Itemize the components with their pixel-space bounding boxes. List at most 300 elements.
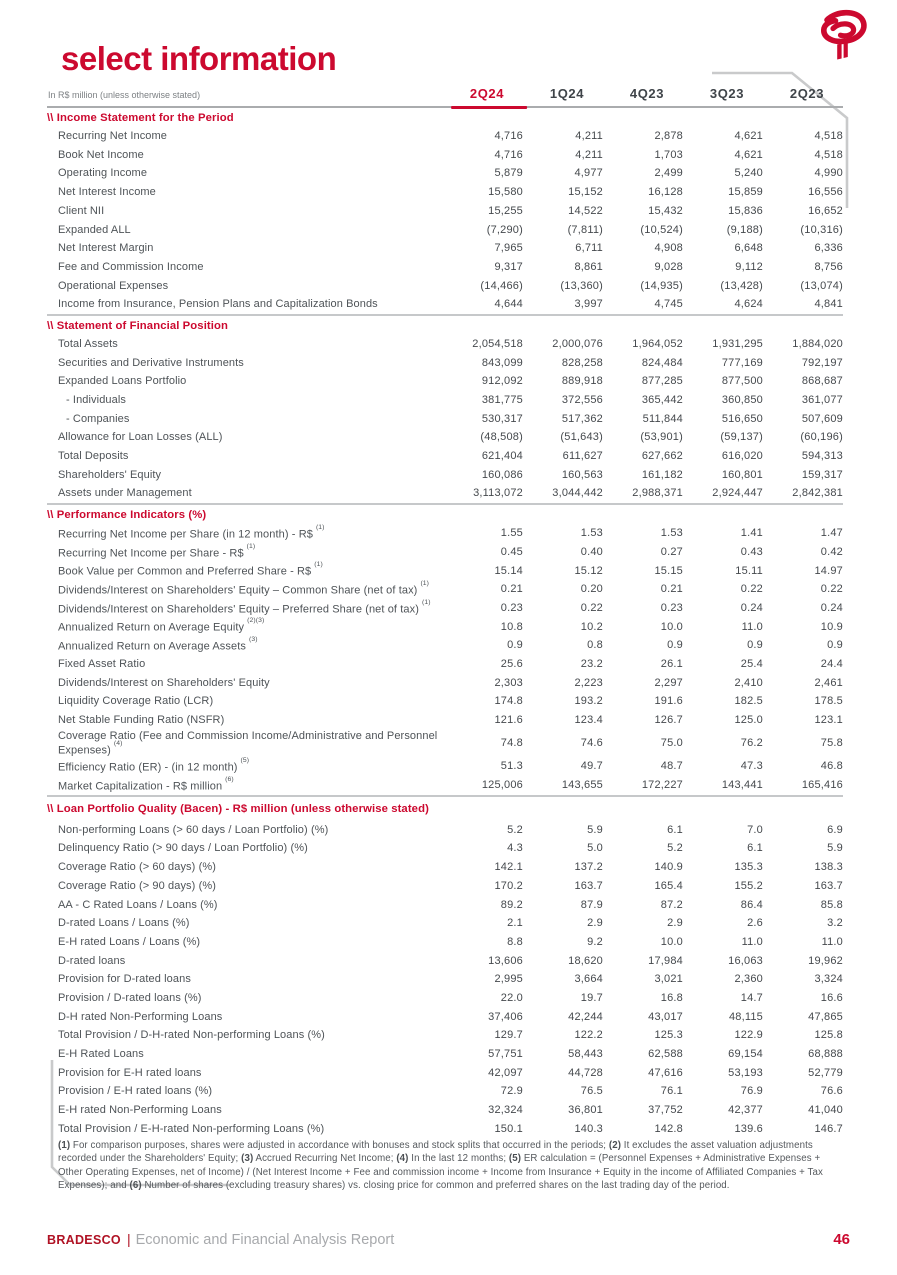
table-header-row xyxy=(47,86,843,108)
cell-4q23: (14,935) xyxy=(640,279,683,292)
row-label: Expanded ALL xyxy=(58,223,131,236)
table-row xyxy=(47,1064,843,1083)
cell-3q23: 360,850 xyxy=(721,394,763,407)
cell-3q23: 47.3 xyxy=(740,760,763,773)
cell-2q23: 41,040 xyxy=(808,1104,843,1117)
table-row xyxy=(47,354,843,373)
cell-1q24: 193.2 xyxy=(574,695,603,708)
cell-1q24: 143,655 xyxy=(561,779,603,792)
cell-3q23: (13,428) xyxy=(720,279,763,292)
cell-2q23: 1.47 xyxy=(820,527,843,540)
cell-4q23: 16.8 xyxy=(660,991,683,1004)
row-label: Securities and Derivative Instruments xyxy=(58,356,244,369)
cell-1q24: 4,211 xyxy=(575,148,603,161)
row-label: D-rated Loans / Loans (%) xyxy=(58,917,190,930)
cell-4q23: 2,499 xyxy=(654,167,683,180)
cell-3q23: 1.41 xyxy=(740,527,763,540)
footnote-number: (2) xyxy=(608,1140,622,1151)
cell-2q24: (7,290) xyxy=(486,223,523,236)
cell-2q24: 74.8 xyxy=(500,737,523,750)
footnote-marker: (1) xyxy=(418,579,430,587)
row-label: E-H Rated Loans xyxy=(58,1048,144,1060)
cell-1q24: 1.53 xyxy=(580,527,603,540)
cell-1q24: 14,522 xyxy=(568,204,603,217)
cell-3q23: 777,169 xyxy=(721,356,763,369)
financial-table xyxy=(47,86,843,1138)
row-label: Expanded Loans Portfolio xyxy=(58,375,187,388)
row-label: Provision for E-H rated loans xyxy=(58,1066,202,1079)
cell-2q23: 0.24 xyxy=(820,601,843,614)
table-row xyxy=(47,1101,843,1120)
cell-3q23: 11.0 xyxy=(741,620,763,633)
cell-3q23: 5,240 xyxy=(734,167,763,180)
cell-2q24: 621,404 xyxy=(481,450,523,463)
cell-1q24: 517,362 xyxy=(561,412,603,425)
cell-2q23: 11.0 xyxy=(821,935,843,948)
cell-2q23: 52,779 xyxy=(808,1066,843,1079)
cell-2q24: 4,716 xyxy=(494,148,523,161)
cell-3q23: 0.22 xyxy=(740,583,763,596)
row-label: Market Capitalization - R$ million $^{(6)}$ xyxy=(58,775,234,793)
table-row xyxy=(47,447,843,466)
page-title: select information xyxy=(61,40,337,77)
cell-1q24: 15.12 xyxy=(574,564,603,577)
cell-2q23: 19,962 xyxy=(808,954,843,967)
table-row xyxy=(47,258,843,277)
cell-2q23: 0.9 xyxy=(827,639,843,652)
table-section xyxy=(47,505,843,797)
row-label: Recurring Net Income per Share - R$ $^{(1)}$ xyxy=(58,542,256,560)
cell-2q23: 4,841 xyxy=(814,298,843,311)
cell-3q23: 135.3 xyxy=(734,861,763,874)
section-title: \\ Performance Indicators (%) xyxy=(47,509,207,522)
cell-2q24: 4,716 xyxy=(494,130,523,143)
cell-1q24: 0.40 xyxy=(580,545,603,558)
footnote-number: (1) xyxy=(58,1140,71,1151)
table-row xyxy=(47,730,843,758)
cell-3q23: 15,859 xyxy=(728,186,763,199)
cell-4q23: 15.15 xyxy=(654,564,683,577)
cell-2q23: 3.2 xyxy=(827,917,843,930)
cell-1q24: 6,711 xyxy=(575,242,603,255)
cell-2q23: 85.8 xyxy=(820,898,843,911)
cell-1q24: 2,000,076 xyxy=(552,337,603,350)
column-header-2q23: 2Q23 xyxy=(789,86,825,101)
cell-4q23: 165.4 xyxy=(654,879,683,892)
row-label: Annualized Return on Average Equity $^{(2)(3)}$ xyxy=(58,617,265,634)
table-row xyxy=(47,183,843,202)
table-row xyxy=(47,277,843,296)
table-row xyxy=(47,933,843,952)
cell-2q24: 2,054,518 xyxy=(472,337,523,350)
row-label: - Individuals xyxy=(66,394,126,407)
cell-1q24: 3,664 xyxy=(574,973,603,986)
cell-3q23: 0.24 xyxy=(740,601,763,614)
table-row xyxy=(47,877,843,896)
cell-1q24: 828,258 xyxy=(561,356,603,369)
cell-2q23: 507,609 xyxy=(801,412,843,425)
cell-2q23: 123.1 xyxy=(814,714,843,727)
cell-2q24: 37,406 xyxy=(488,1010,523,1023)
cell-1q24: 74.6 xyxy=(580,737,603,750)
cell-2q23: 8,756 xyxy=(814,260,843,273)
footnote-number: (6) xyxy=(129,1180,142,1192)
cell-1q24: 5.0 xyxy=(587,842,603,855)
cell-3q23: 1,931,295 xyxy=(712,337,763,350)
cell-2q23: 159,317 xyxy=(801,468,843,481)
cell-2q24: 89.2 xyxy=(500,898,523,911)
cell-4q23: 43,017 xyxy=(648,1010,683,1023)
cell-2q24: 150.1 xyxy=(494,1122,523,1135)
cell-4q23: 9,028 xyxy=(654,260,683,273)
cell-3q23: 4,621 xyxy=(734,130,763,143)
cell-2q23: 6.9 xyxy=(827,823,843,836)
cell-2q24: 121.6 xyxy=(494,714,523,727)
table-row xyxy=(47,372,843,391)
cell-2q24: 1.55 xyxy=(500,527,523,540)
cell-2q23: 594,313 xyxy=(801,450,843,463)
table-row xyxy=(47,895,843,914)
cell-4q23: 125.3 xyxy=(654,1029,683,1042)
cell-1q24: 122.2 xyxy=(574,1029,603,1042)
cell-3q23: 48,115 xyxy=(728,1010,763,1023)
cell-2q23: 165,416 xyxy=(801,779,843,792)
cell-3q23: 15,836 xyxy=(728,204,763,217)
cell-4q23: 172,227 xyxy=(641,779,683,792)
cell-3q23: 2,924,447 xyxy=(712,487,763,500)
cell-2q23: 4,990 xyxy=(814,167,843,180)
row-label: Total Assets xyxy=(58,337,118,350)
cell-4q23: 6.1 xyxy=(667,823,683,836)
cell-2q24: 57,751 xyxy=(488,1048,523,1060)
table-row xyxy=(47,295,843,314)
table-row xyxy=(47,561,843,580)
cell-4q23: 16,128 xyxy=(648,186,683,199)
cell-3q23: 86.4 xyxy=(740,898,763,911)
cell-2q23: (10,316) xyxy=(800,223,843,236)
footnote-marker: (1) xyxy=(312,561,323,569)
cell-2q23: 868,687 xyxy=(801,375,843,388)
cell-4q23: 824,484 xyxy=(641,356,683,369)
cell-2q23: 16,652 xyxy=(808,204,843,217)
cell-2q24: 25.6 xyxy=(500,657,523,670)
section-title: \\ Statement of Financial Position xyxy=(47,319,229,332)
page-number: 46 xyxy=(833,1231,850,1248)
column-header-3q23: 3Q23 xyxy=(709,86,745,101)
row-label: Delinquency Ratio (> 90 days / Loan Portfolio) (%) xyxy=(58,842,308,855)
cell-2q24: 381,775 xyxy=(481,394,523,407)
cell-2q24: 4.3 xyxy=(507,842,523,855)
footer-brand: BRADESCO xyxy=(47,1233,121,1247)
cell-1q24: 140.3 xyxy=(574,1122,603,1135)
cell-2q23: 16.6 xyxy=(820,991,843,1004)
table-row xyxy=(47,1026,843,1045)
cell-4q23: 0.9 xyxy=(667,639,683,652)
table-row xyxy=(47,580,843,599)
cell-1q24: 4,211 xyxy=(575,130,603,143)
table-row xyxy=(47,146,843,165)
row-label: E-H rated Loans / Loans (%) xyxy=(58,935,201,948)
footnote-marker: (6) xyxy=(223,775,234,783)
cell-4q23: 0.23 xyxy=(660,601,683,614)
cell-1q24: 123.4 xyxy=(574,714,603,727)
cell-3q23: 76.2 xyxy=(740,737,763,750)
row-label: Annualized Return on Average Assets $^{(3)}$ xyxy=(58,635,258,653)
table-row xyxy=(47,989,843,1008)
column-header-4q23: 4Q23 xyxy=(629,86,665,101)
table-row xyxy=(47,543,843,562)
cell-3q23: 2,360 xyxy=(734,973,763,986)
cell-3q23: 69,154 xyxy=(728,1048,763,1060)
cell-4q23: 2,988,371 xyxy=(632,487,683,500)
cell-2q23: (13,074) xyxy=(800,279,843,292)
footnote-marker: (4) xyxy=(111,740,123,748)
cell-1q24: 87.9 xyxy=(580,898,603,911)
page-footer xyxy=(47,1231,850,1248)
cell-4q23: 0.27 xyxy=(660,545,683,558)
cell-2q24: 8.8 xyxy=(507,935,523,948)
cell-1q24: 58,443 xyxy=(568,1048,603,1060)
cell-3q23: 7.0 xyxy=(747,823,763,836)
cell-1q24: 611,627 xyxy=(562,450,603,463)
cell-2q24: 4,644 xyxy=(494,298,523,311)
cell-4q23: 10.0 xyxy=(660,620,683,633)
cell-1q24: 8,861 xyxy=(574,260,603,273)
cell-1q24: 42,244 xyxy=(568,1010,603,1023)
cell-3q23: 2.6 xyxy=(747,917,763,930)
cell-2q23: 5.9 xyxy=(827,842,843,855)
cell-2q24: (48,508) xyxy=(480,431,523,444)
table-row xyxy=(47,618,843,637)
table-row xyxy=(47,821,843,840)
cell-1q24: 0.22 xyxy=(580,601,603,614)
cell-1q24: 9.2 xyxy=(587,935,603,948)
footnote-number: (3) xyxy=(241,1153,254,1165)
cell-4q23: 26.1 xyxy=(660,657,683,670)
cell-4q23: 2.9 xyxy=(667,917,683,930)
cell-2q23: 10.9 xyxy=(820,620,843,633)
cell-2q23: 0.42 xyxy=(820,545,843,558)
table-row xyxy=(47,757,843,776)
cell-2q24: 42,097 xyxy=(488,1066,523,1079)
cell-2q24: 5.2 xyxy=(507,823,523,836)
table-row xyxy=(47,776,843,795)
cell-1q24: 15,152 xyxy=(568,186,603,199)
table-row xyxy=(47,858,843,877)
cell-2q24: 5,879 xyxy=(494,167,523,180)
row-label: Coverage Ratio (Fee and Commission Income/Administrative and Personnel Expenses) $^{(4)}$ xyxy=(58,729,438,757)
cell-3q23: 122.9 xyxy=(734,1029,763,1042)
cell-2q24: 7,965 xyxy=(494,242,523,255)
cell-3q23: 125.0 xyxy=(734,714,763,727)
row-label: Dividends/Interest on Shareholders' Equity – Common Share (net of tax) $^{(1)}$ xyxy=(58,579,430,597)
footnote-marker: (1) xyxy=(419,598,431,606)
cell-4q23: 877,285 xyxy=(641,375,683,388)
footnote-marker: (1) xyxy=(244,542,256,550)
row-label: Operational Expenses xyxy=(58,279,169,292)
row-label: Dividends/Interest on Shareholders' Equity xyxy=(58,676,270,689)
cell-3q23: 160,801 xyxy=(721,468,763,481)
row-label: Book Net Income xyxy=(58,148,144,161)
cell-2q23: 125.8 xyxy=(814,1029,843,1042)
footer-separator: | xyxy=(126,1231,131,1247)
bradesco-logo xyxy=(812,8,868,60)
cell-2q24: 3,113,072 xyxy=(473,487,523,500)
row-label: E-H rated Non-Performing Loans xyxy=(58,1104,222,1117)
cell-2q24: 174.8 xyxy=(494,695,523,708)
cell-4q23: 10.0 xyxy=(660,935,683,948)
cell-2q23: 14.97 xyxy=(814,564,843,577)
cell-1q24: 3,044,442 xyxy=(552,487,603,500)
cell-2q23: 76.6 xyxy=(820,1085,843,1098)
row-label: Operating Income xyxy=(58,167,148,180)
cell-4q23: 37,752 xyxy=(648,1104,683,1117)
row-label: Recurring Net Income per Share (in 12 month) - R$ $^{(1)}$ xyxy=(58,523,325,541)
table-row xyxy=(47,970,843,989)
row-label: Recurring Net Income xyxy=(58,130,167,143)
cell-2q24: 160,086 xyxy=(481,468,523,481)
cell-2q24: 51.3 xyxy=(500,760,523,773)
footer-report-title: Economic and Financial Analysis Report xyxy=(135,1232,395,1248)
row-label: D-H rated Non-Performing Loans xyxy=(58,1010,223,1023)
section-title: \\ Income Statement for the Period xyxy=(47,112,234,124)
cell-1q24: 76.5 xyxy=(580,1085,603,1098)
cell-2q23: 47,865 xyxy=(808,1010,843,1023)
cell-4q23: 627,662 xyxy=(641,450,683,463)
cell-1q24: 372,556 xyxy=(561,394,603,407)
cell-1q24: 0.8 xyxy=(587,639,603,652)
cell-4q23: 48.7 xyxy=(660,760,683,773)
cell-1q24: 49.7 xyxy=(580,760,603,773)
cell-1q24: 36,801 xyxy=(568,1104,603,1117)
row-label: Provision for D-rated loans xyxy=(58,973,191,986)
footnote-marker: (1) xyxy=(313,523,325,531)
cell-2q23: 4,518 xyxy=(814,130,843,143)
cell-4q23: 142.8 xyxy=(654,1122,683,1135)
cell-2q24: 2,303 xyxy=(494,676,523,689)
row-label: Coverage Ratio (> 60 days) (%) xyxy=(58,861,216,874)
row-label: Liquidity Coverage Ratio (LCR) xyxy=(58,695,214,708)
cell-2q23: 4,518 xyxy=(814,148,843,161)
cell-3q23: 0.9 xyxy=(747,639,763,652)
table-row xyxy=(47,599,843,618)
table-row xyxy=(47,711,843,730)
cell-4q23: 75.0 xyxy=(660,737,683,750)
cell-3q23: 4,624 xyxy=(734,298,763,311)
table-row xyxy=(47,1082,843,1101)
table-row xyxy=(47,391,843,410)
cell-3q23: 6.1 xyxy=(747,842,763,855)
active-column-underline xyxy=(451,106,527,109)
table-row xyxy=(47,655,843,674)
cell-3q23: 2,410 xyxy=(734,676,763,689)
row-label: Assets under Management xyxy=(58,487,192,500)
cell-2q23: (60,196) xyxy=(800,431,843,444)
cell-2q24: 15,255 xyxy=(488,204,523,217)
row-label: D-rated loans xyxy=(58,954,126,967)
cell-3q23: 516,650 xyxy=(721,412,763,425)
cell-2q23: 75.8 xyxy=(820,737,843,750)
cell-2q23: 46.8 xyxy=(820,760,843,773)
table-row xyxy=(47,410,843,429)
table-row xyxy=(47,636,843,655)
cell-1q24: 0.20 xyxy=(580,583,603,596)
cell-4q23: 365,442 xyxy=(641,394,683,407)
row-label: Non-performing Loans (> 60 days / Loan Portfolio) (%) xyxy=(58,823,329,836)
cell-3q23: 6,648 xyxy=(734,242,763,255)
cell-1q24: 137.2 xyxy=(574,861,603,874)
cell-4q23: 4,745 xyxy=(654,298,683,311)
cell-2q23: 2,461 xyxy=(814,676,843,689)
cell-2q24: 9,317 xyxy=(494,260,523,273)
cell-4q23: 2,878 xyxy=(654,130,683,143)
row-label: - Companies xyxy=(66,412,130,425)
cell-1q24: 18,620 xyxy=(568,954,603,967)
section-title: \\ Loan Portfolio Quality (Bacen) - R$ million (unless otherwise stated) xyxy=(47,802,429,815)
row-label: Fee and Commission Income xyxy=(58,260,204,273)
cell-1q24: 19.7 xyxy=(580,991,603,1004)
cell-2q24: 0.23 xyxy=(500,601,523,614)
cell-2q24: 170.2 xyxy=(494,879,523,892)
cell-2q24: 0.45 xyxy=(500,545,523,558)
cell-2q24: 142.1 xyxy=(494,861,523,874)
cell-1q24: 163.7 xyxy=(574,879,603,892)
cell-2q24: 530,317 xyxy=(481,412,523,425)
table-row xyxy=(47,524,843,543)
table-row xyxy=(47,1008,843,1027)
table-row xyxy=(47,428,843,447)
cell-3q23: 76.9 xyxy=(740,1085,763,1098)
cell-1q24: 2,223 xyxy=(574,676,603,689)
cell-2q23: 146.7 xyxy=(814,1122,843,1135)
table-row xyxy=(47,220,843,239)
cell-4q23: 62,588 xyxy=(648,1048,683,1060)
cell-4q23: 47,616 xyxy=(648,1066,683,1079)
cell-4q23: 87.2 xyxy=(660,898,683,911)
cell-2q23: 3,324 xyxy=(814,973,843,986)
cell-4q23: 17,984 xyxy=(648,954,683,967)
cell-3q23: 143,441 xyxy=(721,779,763,792)
table-row xyxy=(47,1045,843,1064)
table-row xyxy=(47,692,843,711)
footnote-marker: (3) xyxy=(246,635,258,643)
cell-4q23: 5.2 xyxy=(667,842,683,855)
cell-3q23: 877,500 xyxy=(721,375,763,388)
row-label: Provision / D-rated loans (%) xyxy=(58,991,202,1004)
cell-4q23: 191.6 xyxy=(654,695,683,708)
footnote-number: (5) xyxy=(508,1153,522,1165)
cell-4q23: 1,964,052 xyxy=(632,337,683,350)
cell-4q23: 3,021 xyxy=(654,973,683,986)
table-section xyxy=(47,316,843,505)
cell-4q23: 0.21 xyxy=(660,583,683,596)
cell-3q23: 182.5 xyxy=(734,695,763,708)
row-label: Net Stable Funding Ratio (NSFR) xyxy=(58,714,225,727)
cell-2q24: 912,092 xyxy=(481,375,523,388)
table-row xyxy=(47,839,843,858)
footnotes: (1) For comparison purposes, shares were adjusted in accordance with bonuses and stock splits that occurred in the periods; (2) It excludes the asset valuation adjustments recorded under the Shareholders' Equity; (3) Accrued Recurring Net Income; (4) In the last 12 months; (5) ER calculation = (Personnel Expenses + Administrative Expenses + Other Operating Expenses, net of Income) / (Net Interest Income + Fee and commission income + Income from Insurance + Equity in the income of Affiliated Companies + Tax Expenses); and (6) Number of shares (excluding treasury shares) vs. closing price for common and preferred shares on the last trading day of the period. xyxy=(58,1140,823,1192)
cell-1q24: (51,643) xyxy=(560,431,603,444)
cell-2q23: 792,197 xyxy=(801,356,843,369)
table-row xyxy=(47,951,843,970)
cell-2q24: 15,580 xyxy=(488,186,523,199)
row-label: Net Interest Margin xyxy=(58,242,154,255)
cell-1q24: 160,563 xyxy=(561,468,603,481)
cell-4q23: 161,182 xyxy=(641,468,683,481)
table-row xyxy=(47,335,843,354)
cell-2q24: 22.0 xyxy=(500,991,523,1004)
cell-1q24: 23.2 xyxy=(580,657,603,670)
